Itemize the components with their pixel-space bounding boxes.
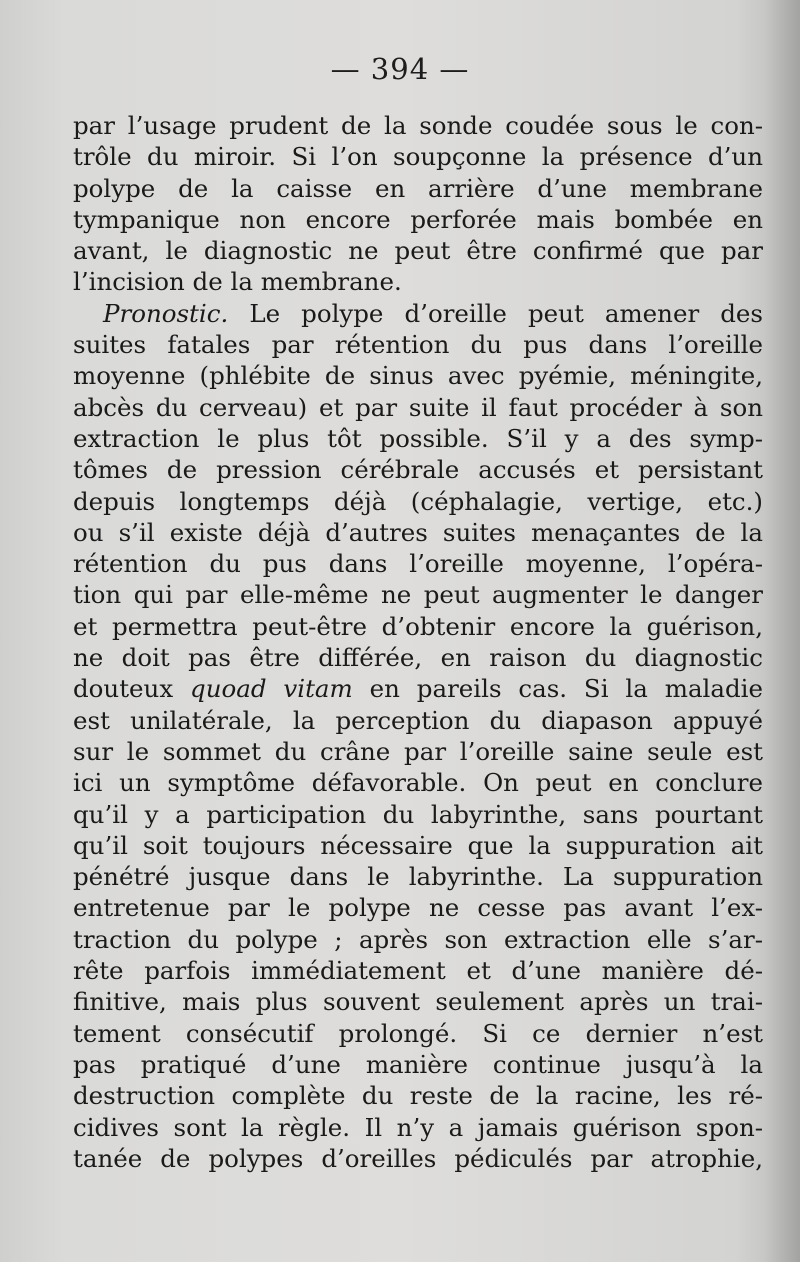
text-line: ici un symptôme défavorable. On peut en conclure xyxy=(73,768,763,798)
page-number: — 394 — xyxy=(330,52,470,86)
text-line: destruction complète du reste de la racine, les ré- xyxy=(73,1081,763,1111)
text-line: polype de la caisse en arrière d’une membrane xyxy=(73,173,763,203)
text-line: tympanique non encore perforée mais bombée en xyxy=(73,204,763,234)
text-line xyxy=(73,673,763,704)
text-line: extraction le plus tôt possible. S’il y a des symp- xyxy=(73,423,763,453)
text-line: avant, le diagnostic ne peut être confirmé que par xyxy=(73,236,763,266)
text-line: rétention du pus dans l’oreille moyenne, l’opéra- xyxy=(73,549,763,579)
text-line: entretenue par le polype ne cesse pas avant l’ex- xyxy=(73,893,763,923)
text-line: trôle du miroir. Si l’on soupçonne la présence d’un xyxy=(73,142,763,172)
text-line: abcès du cerveau) et par suite il faut procéder à son xyxy=(73,392,763,422)
text-line: cidives sont la règle. Il n’y a jamais guérison spon- xyxy=(73,1112,763,1142)
quoad-vitam-phrase: quoad vitam xyxy=(190,674,353,704)
text-fragment: douteux xyxy=(73,674,174,704)
text-fragment: en pareils cas. Si la maladie xyxy=(369,674,764,704)
text-line xyxy=(73,298,763,329)
text-line: est unilatérale, la perception du diapason appuyé xyxy=(73,705,763,735)
text-line: tion qui par elle-même ne peut augmenter le danger xyxy=(73,580,763,610)
pronostic-heading: Pronostic. xyxy=(103,298,229,328)
text-line: pas pratiqué d’une manière continue jusqu’à la xyxy=(73,1049,763,1079)
text-fragment: Le polype d’oreille peut amener des xyxy=(249,298,763,328)
text-line: rête parfois immédiatement et d’une manière dé- xyxy=(73,956,763,986)
text-line: qu’il y a participation du labyrinthe, sans pourtant xyxy=(73,799,763,829)
text-line: finitive, mais plus souvent seulement après un trai- xyxy=(73,987,763,1017)
body-text xyxy=(73,110,763,1174)
text-line: tement consécutif prolongé. Si ce dernier n’est xyxy=(73,1018,763,1048)
text-line: moyenne (phlébite de sinus avec pyémie, méningite, xyxy=(73,361,763,391)
text-line: depuis longtemps déjà (céphalagie, vertige, etc.) xyxy=(73,486,763,516)
text-line: ne doit pas être différée, en raison du diagnostic xyxy=(73,643,763,673)
text-line: et permettra peut-être d’obtenir encore la guérison, xyxy=(73,611,763,641)
text-line: qu’il soit toujours nécessaire que la suppuration ait xyxy=(73,830,763,860)
text-line: traction du polype ; après son extraction elle s’ar- xyxy=(73,924,763,954)
text-line: l’incision de la membrane. xyxy=(73,267,402,297)
page-gutter-shadow xyxy=(764,0,800,1262)
text-line: par l’usage prudent de la sonde coudée sous le con- xyxy=(73,111,763,140)
text-line: tômes de pression cérébrale accusés et persistant xyxy=(73,455,763,485)
text-line: pénétré jusque dans le labyrinthe. La suppuration xyxy=(73,862,763,892)
text-line: suites fatales par rétention du pus dans l’oreille xyxy=(73,330,763,360)
text-line: ou s’il existe déjà d’autres suites menaçantes de la xyxy=(73,517,763,547)
text-line: sur le sommet du crâne par l’oreille saine seule est xyxy=(73,736,763,766)
text-line: tanée de polypes d’oreilles pédiculés par atrophie, xyxy=(73,1143,763,1173)
